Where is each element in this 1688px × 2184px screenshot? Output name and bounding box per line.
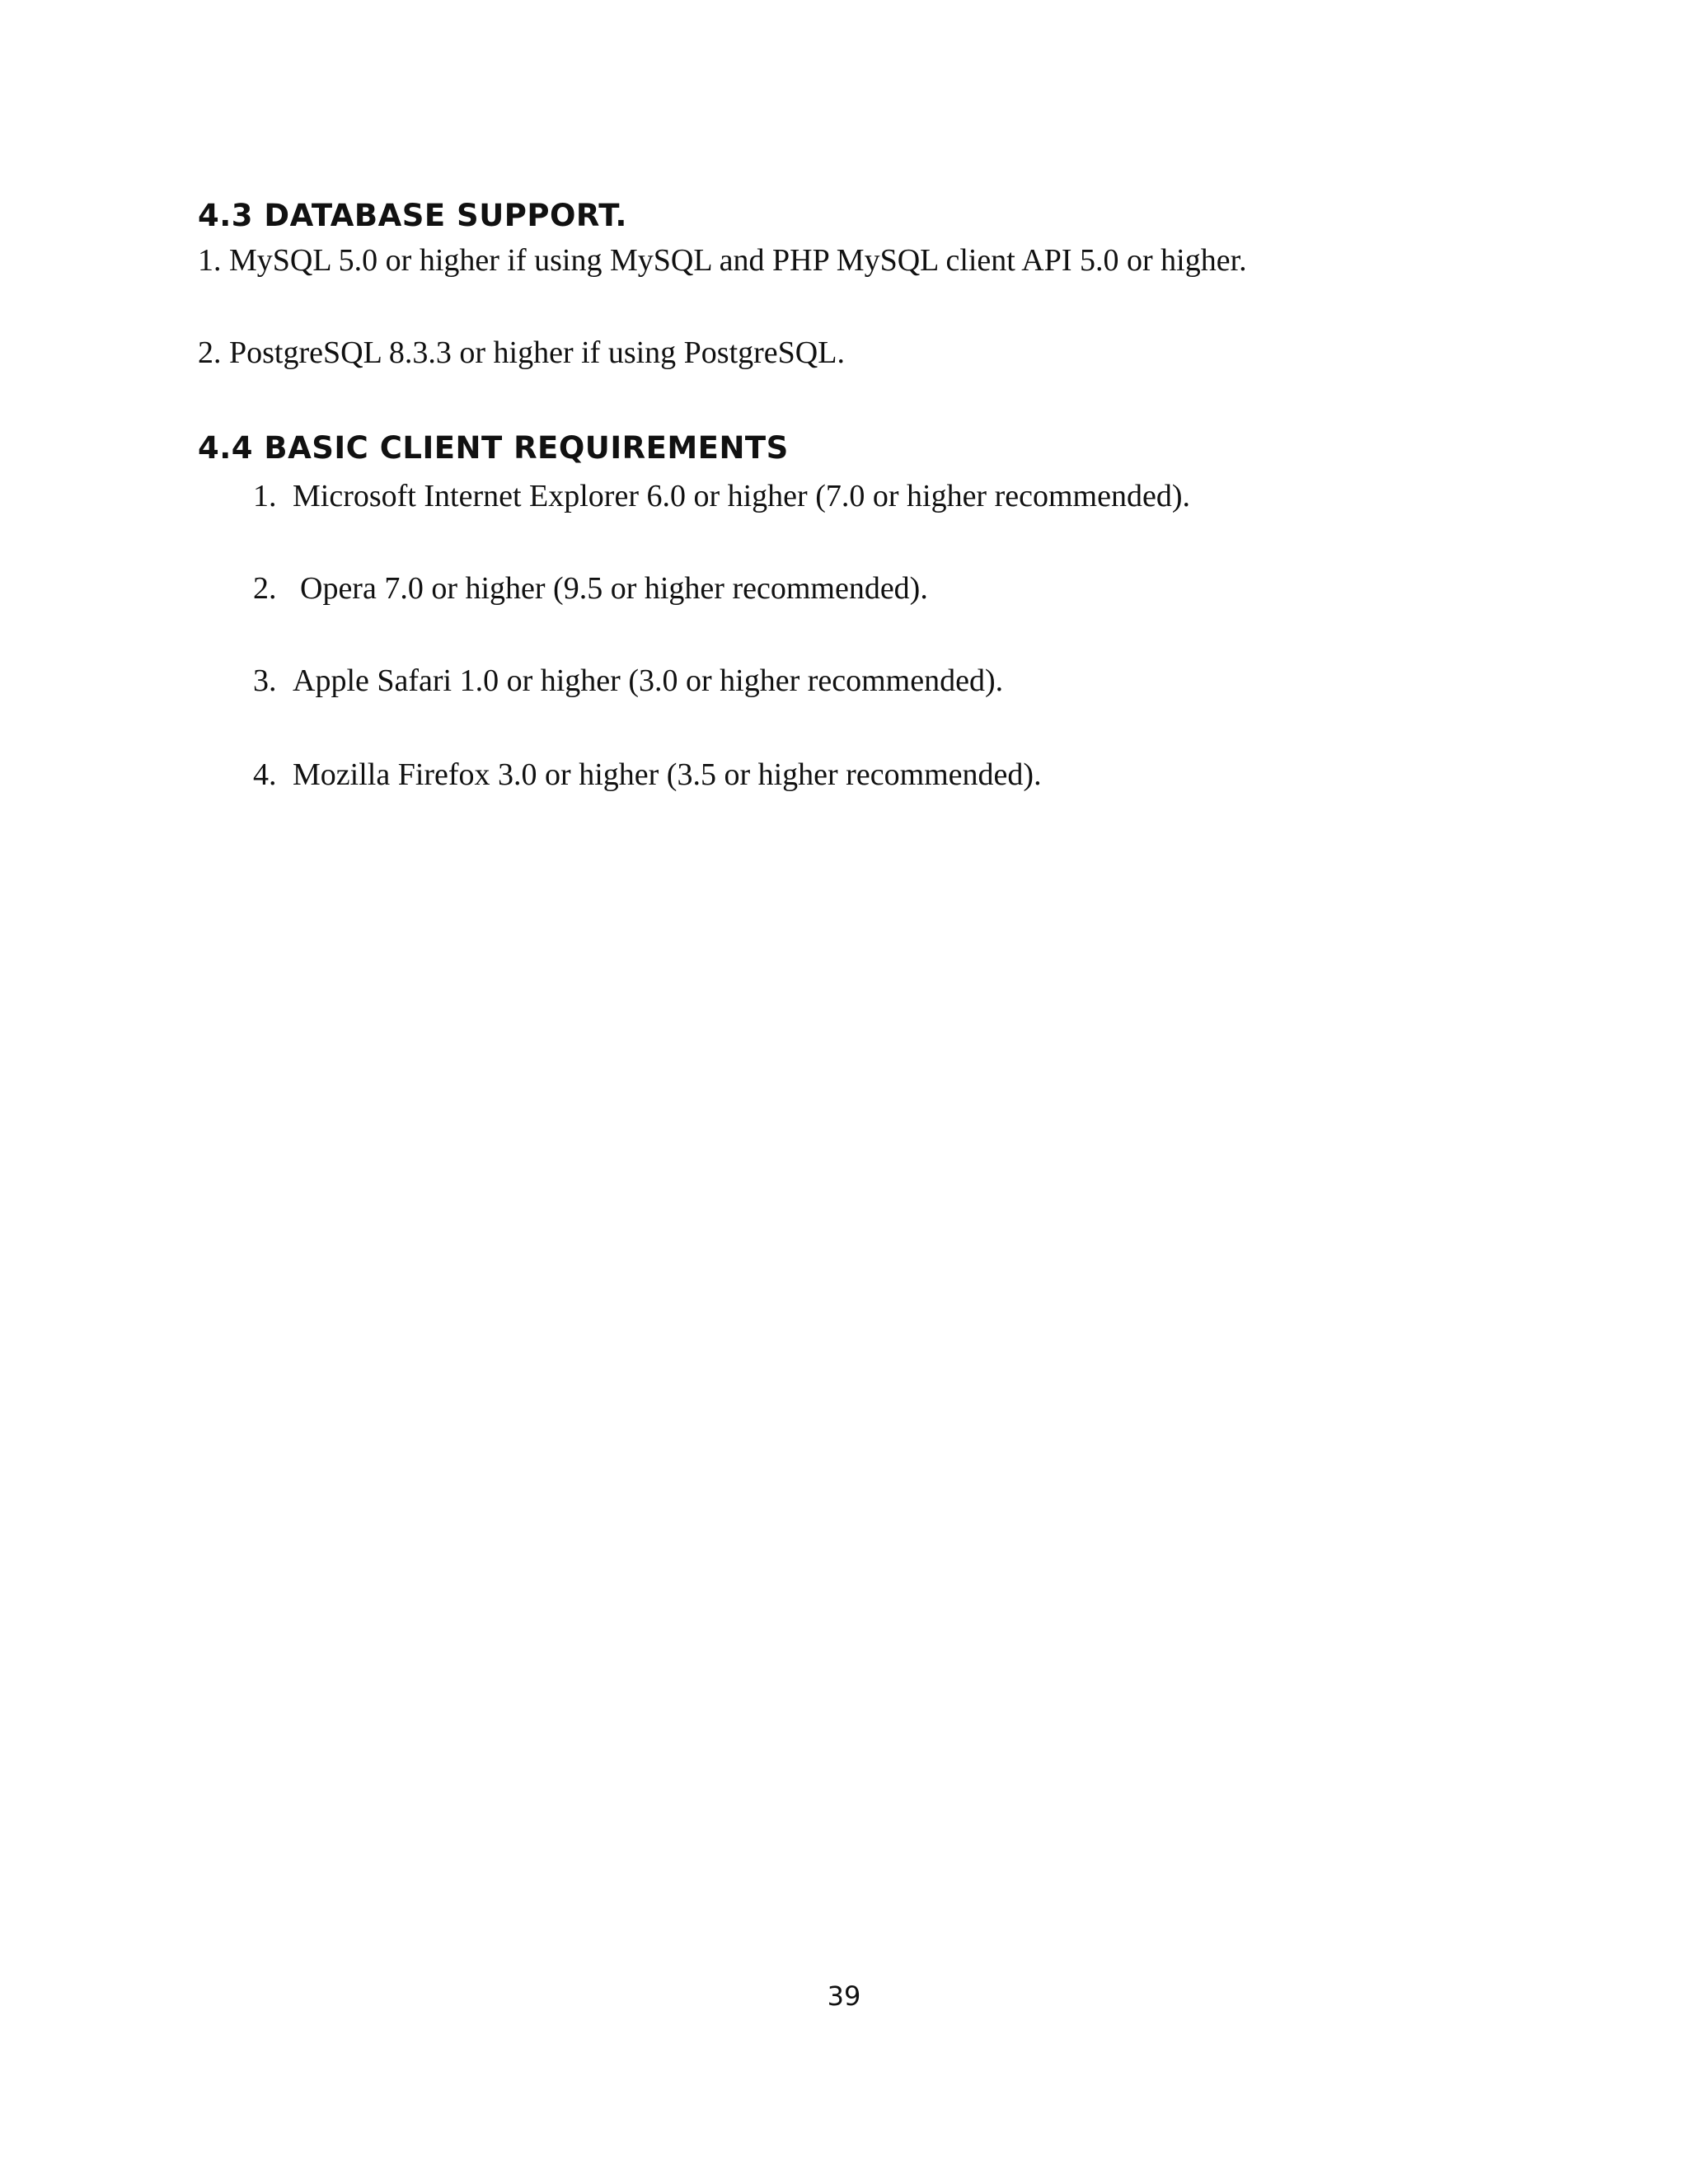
page-number: 39 <box>827 1980 861 2012</box>
client-item-internet-explorer <box>253 478 1190 514</box>
database-item-mysql: 1. MySQL 5.0 or higher if using MySQL and PHP MySQL client API 5.0 or higher. <box>198 243 1247 278</box>
client-item-firefox <box>253 757 1042 793</box>
list-text: Mozilla Firefox 3.0 or higher (3.5 or higher recommended). <box>293 757 1042 792</box>
list-text: Microsoft Internet Explorer 6.0 or higher (7.0 or higher recommended). <box>293 479 1190 513</box>
list-number: 3. <box>253 663 277 698</box>
database-item-postgresql: 2. PostgreSQL 8.3.3 or higher if using PostgreSQL. <box>198 335 845 370</box>
list-number: 2. <box>253 571 277 606</box>
list-number: 1. <box>253 479 277 513</box>
client-item-opera <box>253 570 928 607</box>
database-support-heading: 4.3 DATABASE SUPPORT. <box>198 198 627 233</box>
client-requirements-heading: 4.4 BASIC CLIENT REQUIREMENTS <box>198 430 789 466</box>
client-item-safari <box>253 663 1003 699</box>
list-text: Opera 7.0 or higher (9.5 or higher recommended). <box>300 571 928 606</box>
list-number: 4. <box>253 757 277 792</box>
list-text: Apple Safari 1.0 or higher (3.0 or higher recommended). <box>293 663 1004 698</box>
